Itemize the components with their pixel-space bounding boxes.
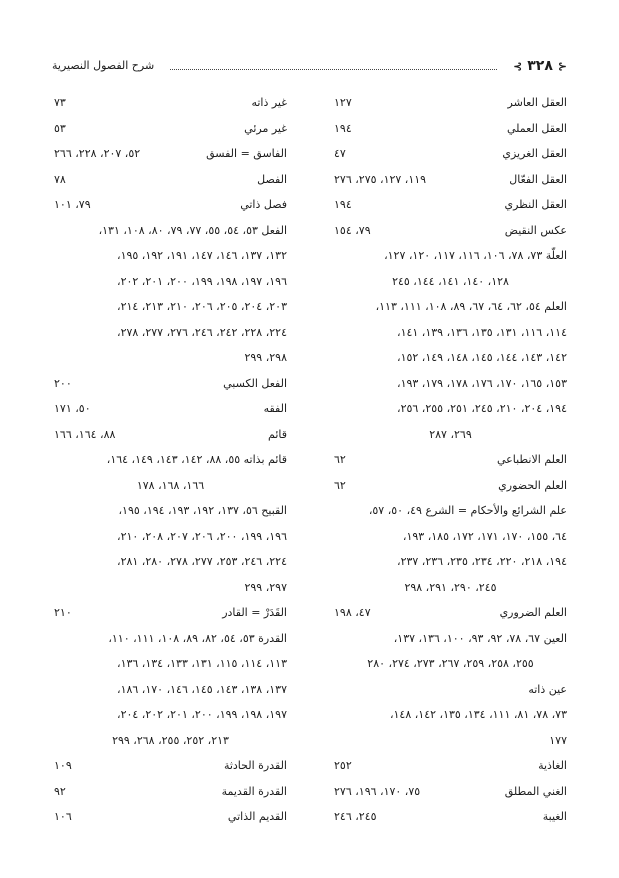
index-continuation-line: ٢٥٥، ٢٥٨، ٢٥٩، ٢٦٧، ٢٧٣، ٢٧٤، ٢٨٠ — [367, 657, 534, 670]
index-entry — [54, 371, 287, 397]
index-line: العلّة ٧٣، ٧٨، ١٠٦، ١١٦، ١١٧، ١٢٠، ١٢٧، — [384, 249, 567, 262]
index-term: قائم — [268, 427, 287, 441]
index-term: القدرة الحادثة — [223, 759, 287, 772]
index-entry — [54, 396, 287, 422]
index-continuation-line: ٢٤٥، ٢٩٠، ٢٩١، ٢٩٨ — [404, 580, 497, 594]
ornament-right-icon: ⊰ — [557, 60, 567, 73]
index-term: العقل النظري — [504, 198, 567, 211]
index-term: الغيبة — [542, 810, 567, 823]
index-entry — [54, 116, 287, 142]
index-term: العقل العملي — [507, 121, 567, 135]
index-entry — [54, 192, 287, 218]
index-line: ١١٣، ١١٤، ١١٥، ١٣١، ١٣٣، ١٣٤، ١٣٦، — [117, 657, 287, 670]
index-page-refs: ٥٢، ٢٠٧، ٢٢٨، ٢٦٦ — [54, 147, 141, 160]
index-term: غير ذاته — [251, 96, 287, 109]
index-line: ٦٤، ١٥٥، ١٧٠، ١٧١، ١٧٢، ١٨٥، ١٩٣، — [402, 529, 567, 543]
index-term: العلم الضروري — [499, 606, 567, 619]
index-continuation-line: ٢١٣، ٢٥٢، ٢٥٥، ٢٦٨، ٢٩٩ — [112, 733, 229, 747]
index-line: ١٣٧، ١٣٨، ١٤٣، ١٤٥، ١٤٦، ١٧٠، ١٨٦، — [117, 682, 287, 696]
index-page-refs: ١١٩، ١٢٧، ٢٧٥، ٢٧٦ — [334, 172, 427, 186]
index-continuation-line: ١٦٦، ١٦٨، ١٧٨ — [136, 478, 205, 492]
index-page-refs: ٧٣ — [54, 96, 66, 109]
index-page-refs: ٥٠، ١٧١ — [54, 402, 91, 415]
index-term: فصل ذاتي — [240, 198, 287, 211]
index-line: عين ذاته — [528, 682, 567, 696]
index-line: ١٤٢، ١٤٣، ١٤٤، ١٤٥، ١٤٨، ١٤٩، ١٥٢، — [397, 351, 567, 364]
index-page-refs: ١٠٩ — [54, 759, 72, 772]
index-line: ٢٢٤، ٢٢٨، ٢٤٢، ٢٤٦، ٢٧٦، ٢٧٧، ٢٧٨، — [117, 325, 287, 339]
index-term: العلم الانطباعي — [497, 453, 567, 466]
index-line: ٧٣، ٧٨، ٨١، ١١١، ١٣٤، ١٣٥، ١٤٢، ١٤٨، — [389, 708, 567, 721]
index-page-refs: ٤٧، ١٩٨ — [334, 606, 371, 619]
index-page-refs: ٦٢ — [334, 453, 346, 466]
index-line: ١٩٦، ١٩٩، ٢٠٠، ٢٠٦، ٢٠٧، ٢٠٨، ٢١٠، — [117, 529, 287, 543]
index-term: غير مرئي — [244, 121, 287, 135]
index-entry — [54, 779, 287, 805]
page-number-value: ٣٢٨ — [527, 58, 553, 74]
index-page-refs: ١٩٤ — [334, 198, 352, 211]
index-term: العقل العاشر — [507, 96, 567, 109]
index-entry — [334, 192, 567, 218]
index-column-left — [54, 90, 287, 830]
index-term: القدرة القديمة — [221, 784, 287, 798]
index-entry — [54, 90, 287, 116]
index-line: ٢٢٤، ٢٤٦، ٢٥٣، ٢٧٧، ٢٧٨، ٢٨٠، ٢٨١، — [117, 555, 287, 568]
index-line: القدرة ٥٣، ٥٤، ٨٢، ٨٩، ١٠٨، ١١١، ١١٠، — [108, 631, 287, 645]
index-entry — [334, 218, 567, 244]
index-line: ٢٠٣، ٢٠٤، ٢٠٥، ٢٠٦، ٢١٠، ٢١٣، ٢١٤، — [117, 300, 287, 313]
index-term: العقل الفعّال — [509, 172, 567, 186]
index-term: القَدَرْ = القادر — [222, 606, 287, 619]
index-page-refs: ٧٩، ١٠١ — [54, 198, 91, 211]
index-line: ١٩٤، ٢١٨، ٢٢٠، ٢٣٤، ٢٣٥، ٢٣٦، ٢٣٧، — [397, 555, 567, 568]
ornament-left-icon: ⊱ — [513, 60, 523, 73]
index-line: ١٩٦، ١٩٧، ١٩٨، ١٩٩، ٢٠٠، ٢٠١، ٢٠٢، — [117, 274, 287, 288]
index-continuation-line: ٢٦٩، ٢٨٧ — [429, 427, 472, 441]
index-line: القبيح ٥٦، ١٣٧، ١٩٢، ١٩٣، ١٩٤، ١٩٥، — [118, 504, 287, 517]
index-entry — [54, 167, 287, 193]
index-entry — [334, 473, 567, 499]
header-dotted-leader — [170, 69, 497, 70]
index-line: ١٥٣، ١٦٥، ١٧٠، ١٧٦، ١٧٨، ١٧٩، ١٩٣، — [397, 376, 567, 390]
index-page-refs: ١٩٤ — [334, 121, 352, 135]
index-term: القديم الذاتي — [227, 810, 287, 823]
index-page-refs: ٤٧ — [334, 147, 346, 160]
index-page-refs: ٢٥٢ — [334, 759, 352, 772]
index-continuation-line: ١٢٨، ١٤٠، ١٤١، ١٤٤، ٢٤٥ — [392, 274, 509, 288]
index-page-refs: ٧٥، ١٧٠، ١٩٦، ٢٧٦ — [334, 784, 421, 798]
index-line: قائم بذاته ٥٥، ٨٨، ١٤٢، ١٤٣، ١٤٩، ١٦٤، — [106, 453, 287, 466]
index-entry — [54, 804, 287, 830]
index-term: الفاسق = الفسق — [206, 147, 287, 160]
index-line: العين ٦٧، ٧٨، ٩٢، ٩٣، ١٠٠، ١٣٦، ١٣٧، — [393, 631, 567, 645]
index-line: ٢٩٧، ٢٩٩ — [244, 580, 287, 594]
index-entry — [334, 753, 567, 779]
index-entry — [334, 116, 567, 142]
index-page-refs: ٢٤٥، ٢٤٦ — [334, 810, 377, 823]
index-page-refs: ٧٩، ١٥٤ — [334, 223, 371, 237]
index-page-refs: ١٠٦ — [54, 810, 72, 823]
index-page-refs: ٢٠٠ — [54, 376, 72, 390]
index-term: الفقه — [263, 402, 287, 415]
index-page-refs: ١٢٧ — [334, 96, 352, 109]
index-page-refs: ٩٢ — [54, 784, 66, 798]
index-line: ٢٩٨، ٢٩٩ — [244, 351, 287, 364]
index-line: علم الشرائع والأحكام = الشرع ٤٩، ٥٠، ٥٧، — [368, 504, 567, 517]
index-page-refs: ٥٣ — [54, 121, 66, 135]
index-entry — [334, 167, 567, 193]
index-line: العلم ٥٤، ٦٢، ٦٤، ٦٧، ٨٩، ١٠٨، ١١١، ١١٣، — [375, 300, 567, 313]
index-line: ١١٤، ١١٦، ١٣١، ١٣٥، ١٣٦، ١٣٩، ١٤١، — [397, 325, 567, 339]
index-line: الفعل ٥٣، ٥٤، ٥٥، ٧٧، ٧٩، ٨٠، ١٠٨، ١٣١، — [98, 223, 287, 237]
index-line: ١٧٧ — [549, 733, 567, 747]
index-entry — [54, 753, 287, 779]
index-term: الفصل — [257, 172, 287, 186]
index-entry — [334, 141, 567, 167]
index-page-refs: ٧٨ — [54, 172, 66, 186]
index-term: عكس النقيض — [504, 223, 567, 237]
index-entry — [334, 600, 567, 626]
index-entry — [334, 447, 567, 473]
index-entry — [54, 141, 287, 167]
index-entry — [54, 600, 287, 626]
index-term: الغني المطلق — [504, 784, 567, 798]
page-header — [52, 56, 567, 82]
index-term: العقل الغريزي — [502, 147, 567, 160]
index-term: الفعل الكسبي — [223, 376, 287, 390]
running-title: شرح الفصول النصيرية — [52, 59, 155, 72]
index-page-refs: ٢١٠ — [54, 606, 72, 619]
index-entry — [54, 422, 287, 448]
index-entry — [334, 779, 567, 805]
page-number — [513, 58, 567, 74]
index-line: ١٩٧، ١٩٨، ١٩٩، ٢٠٠، ٢٠١، ٢٠٢، ٢٠٤، — [117, 708, 287, 721]
index-term: العلم الحضوري — [498, 478, 567, 492]
index-page-refs: ٦٢ — [334, 478, 346, 492]
index-line: ١٩٤، ٢٠٤، ٢١٠، ٢٤٥، ٢٥١، ٢٥٥، ٢٥٦، — [397, 402, 567, 415]
index-entry — [334, 90, 567, 116]
index-line: ١٣٢، ١٣٧، ١٤٦، ١٤٧، ١٩١، ١٩٢، ١٩٥، — [117, 249, 287, 262]
index-column-right — [334, 90, 567, 830]
index-page-refs: ٨٨، ١٦٤، ١٦٦ — [54, 427, 116, 441]
index-entry — [334, 804, 567, 830]
index-term: الغاذية — [538, 759, 567, 772]
